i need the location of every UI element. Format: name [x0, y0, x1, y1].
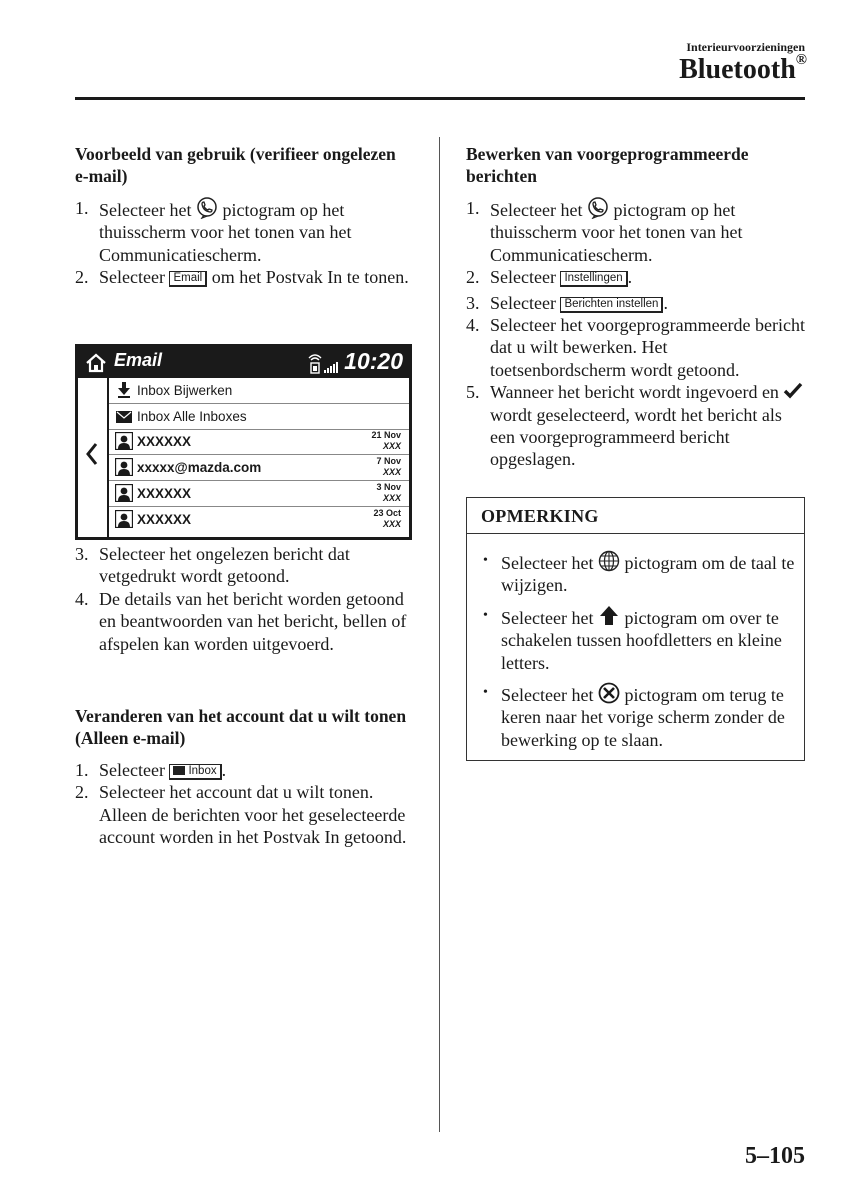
signal-status-icon [306, 351, 340, 375]
message-row[interactable] [109, 429, 409, 455]
envelope-icon [116, 411, 132, 423]
row-label: Inbox Bijwerken [137, 383, 233, 398]
message-date-year: XXX [382, 492, 401, 503]
left-column [75, 143, 410, 289]
email-screen-illustration [75, 344, 412, 540]
header-rule [75, 97, 805, 100]
checkmark-icon [783, 382, 803, 400]
step-number: 3. [75, 544, 89, 564]
note-text: pictogram om terug te keren naar het vorige scherm zonder de bewerking op te slaan. [501, 685, 785, 750]
communication-icon [196, 197, 218, 219]
inbox-update-row[interactable] [109, 378, 409, 404]
step-number: 1. [75, 760, 89, 780]
message-date-year: XXX [382, 440, 401, 451]
step-text: pictogram op het thuisscherm voor het tonen van het Communicatiescherm. [99, 200, 352, 265]
message-sender: xxxxx@mazda.com [137, 460, 262, 475]
step-number: 2. [75, 782, 89, 803]
step-number: 1. [75, 198, 89, 218]
note-text: pictogram om over te schakelen tussen hoofdletters en kleine letters. [501, 607, 782, 673]
close-circle-icon [598, 682, 620, 704]
step-text: om het Postvak In te tonen. [211, 267, 409, 288]
note-item-language [481, 550, 796, 597]
bullet: • [483, 607, 488, 623]
section-heading-change-account: Veranderen van het account dat u wilt tonen (Alleen e-mail) [75, 706, 407, 748]
chapter-title [679, 51, 807, 86]
step-text: Selecteer het account dat u wilt tonen. Alleen de berichten voor het geselecteerde account worden in het Postvak In getoond. [99, 782, 407, 848]
step-text: . [663, 292, 668, 313]
settings-key-label: Instellingen [560, 271, 627, 287]
message-date-year: XXX [382, 518, 401, 529]
message-row[interactable] [109, 455, 409, 481]
contact-icon [115, 510, 133, 528]
step-2 [466, 266, 806, 288]
step-3 [466, 292, 806, 314]
message-date-day: 7 Nov [376, 456, 401, 466]
chapter-title-text: Bluetooth [679, 54, 796, 85]
message-date [371, 430, 401, 451]
screen-clock: 10:20 [344, 348, 403, 374]
step-4 [75, 588, 410, 655]
note-title: OPMERKING [467, 498, 804, 534]
left-column-section-2 [75, 705, 410, 849]
step-text: Wanneer het bericht wordt ingevoerd en [490, 382, 779, 403]
note-item-cancel [481, 682, 796, 751]
step-text: Selecteer [99, 267, 165, 288]
message-date-day: 3 Nov [376, 482, 401, 492]
message-date-year: XXX [382, 466, 401, 477]
step-2 [75, 781, 410, 848]
registered-mark: ® [795, 51, 807, 68]
step-3 [75, 543, 410, 588]
step-1 [466, 197, 806, 266]
page-number: 5–105 [745, 1143, 805, 1169]
column-divider [439, 137, 440, 1132]
message-date [376, 456, 401, 477]
message-sender: XXXXXX [137, 512, 192, 527]
step-1 [75, 197, 410, 266]
note-text: pictogram om de taal te wijzigen. [501, 553, 795, 596]
right-column [466, 143, 806, 471]
message-sender: XXXXXX [137, 434, 192, 449]
step-number: 4. [75, 588, 89, 609]
step-number: 3. [466, 292, 480, 313]
message-row[interactable] [109, 481, 409, 507]
steps-list-change-account [75, 759, 410, 849]
bullet: • [483, 685, 488, 701]
message-date [376, 482, 401, 503]
step-number: 5. [466, 382, 480, 403]
message-date-day: 21 Nov [371, 430, 401, 440]
step-1 [75, 759, 410, 781]
step-number: 2. [75, 267, 89, 288]
contact-icon [115, 484, 133, 502]
step-number: 1. [466, 198, 480, 218]
communication-icon [587, 197, 609, 219]
step-text: . [221, 760, 227, 780]
note-text: Selecteer het [501, 553, 594, 573]
screen-titlebar [78, 347, 409, 378]
step-text: Selecteer [490, 292, 556, 313]
screen-back-area[interactable] [78, 378, 109, 537]
message-date [373, 508, 401, 529]
steps-list-check-email [75, 197, 410, 289]
contact-icon [115, 432, 133, 450]
note-text: Selecteer het [501, 685, 594, 706]
email-key-label: Email [169, 271, 207, 287]
step-5 [466, 381, 806, 471]
step-number: 4. [466, 315, 480, 336]
contact-icon [115, 458, 133, 476]
inbox-all-row[interactable] [109, 404, 409, 430]
step-number: 2. [466, 267, 480, 288]
section-title: Interieurvoorzieningen [686, 40, 805, 54]
row-label: Inbox Alle Inboxes [137, 409, 247, 424]
section-heading-edit-messages: Bewerken van voorgeprogrammeerde berichten [466, 144, 749, 186]
step-text: Selecteer het [490, 200, 583, 220]
note-box [466, 497, 805, 761]
step-text: Selecteer het ongelezen bericht dat vetgedrukt wordt getoond. [99, 544, 350, 587]
steps-list-edit-messages [466, 197, 806, 471]
envelope-icon [173, 766, 185, 775]
steps-list-check-email-cont [75, 543, 410, 655]
note-list [481, 550, 796, 759]
step-text: pictogram op het thuisscherm voor het tonen van het Communicatiescherm. [490, 200, 743, 265]
note-text: Selecteer het [501, 607, 594, 628]
note-item-shift [481, 605, 796, 674]
chevron-left-icon[interactable] [85, 442, 99, 466]
step-text: Selecteer [490, 267, 556, 288]
bullet: • [483, 553, 488, 568]
message-row[interactable] [109, 507, 409, 532]
message-date-day: 23 Oct [373, 508, 401, 518]
left-column-continued [75, 543, 410, 655]
step-text: Selecteer het voorgeprogrammeerde bericht dat u wilt bewerken. Het toetsenbordscherm wordt getoond. [490, 315, 806, 380]
screen-title: Email [114, 350, 163, 370]
inbox-key-text: Inbox [188, 765, 217, 777]
section-heading-check-unread-email: Voorbeeld van gebruik (verifieer ongelezen e-mail) [75, 144, 396, 186]
step-text: . [627, 267, 633, 288]
message-settings-key-label: Berichten instellen [560, 297, 663, 313]
step-text: Selecteer [99, 760, 165, 780]
globe-icon [598, 550, 620, 572]
download-arrow-icon [117, 382, 131, 398]
step-text: De details van het bericht worden getoond en beantwoorden van het bericht, bellen of afspelen kan worden uitgevoerd. [99, 588, 407, 654]
step-text: wordt geselecteerd, wordt het bericht als een voorgeprogrammeerd bericht opgeslagen. [490, 404, 782, 470]
shift-arrow-icon [598, 605, 620, 627]
message-sender: XXXXXX [137, 486, 192, 501]
home-icon [85, 353, 107, 373]
step-4 [466, 314, 806, 381]
inbox-key-label [169, 764, 221, 780]
step-2 [75, 266, 410, 288]
step-text: Selecteer het [99, 200, 192, 220]
